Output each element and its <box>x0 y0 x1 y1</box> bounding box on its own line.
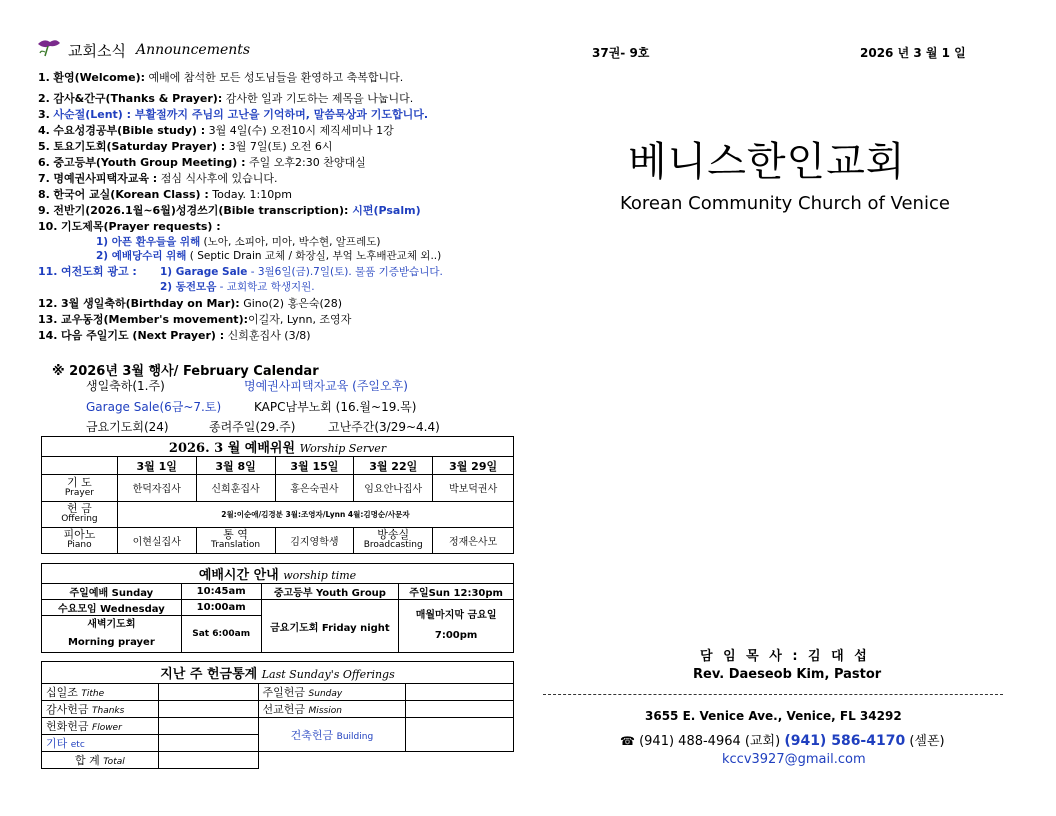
calendar-item: Garage Sale(6금~7.토) <box>86 400 222 414</box>
bulletin-date: 2026 년 3 월 1 일 <box>860 46 966 60</box>
row-label-broadcasting: 방송실 Broadcasting <box>354 527 433 553</box>
row-label-piano: 피아노 Piano <box>42 527 118 553</box>
table-title: 지난 주 헌금통계 Last Sunday's Offerings <box>42 662 514 684</box>
calendar-item: 종려주일(29.주) <box>209 420 296 434</box>
section-header <box>36 38 250 62</box>
table-cell: 정재은사모 <box>433 527 514 553</box>
announcement-item: 1. 환영(Welcome): 예배에 참석한 모든 성도님들을 환영하고 축복합니다. <box>38 71 404 84</box>
calendar-item: 고난주간(3/29~4.4) <box>328 420 440 434</box>
offering-label: 헌화헌금 Flower <box>42 718 159 735</box>
church-address: 3655 E. Venice Ave., Venice, FL 34292 <box>645 709 902 723</box>
table-cell: Sat 6:00am <box>181 616 261 653</box>
church-phone: (941) 488-4964 <box>639 734 741 749</box>
offerings-table <box>41 661 514 769</box>
table-cell <box>158 701 258 718</box>
table-cell <box>258 752 406 769</box>
offering-label: 십일조 Tithe <box>42 684 159 701</box>
phone-line: ☎ (941) 488-4964 (교회) (941) 586-4170 (셀폰) <box>620 733 945 749</box>
table-cell: 주일Sun 12:30pm <box>399 584 514 600</box>
table-cell <box>158 684 258 701</box>
table-cell: 주일예배 Sunday <box>42 584 182 600</box>
offering-label: 감사헌금 Thanks <box>42 701 159 718</box>
offering-label: 기타 etc <box>42 735 159 752</box>
date-header: 3월 22일 <box>354 457 433 475</box>
church-name-en: Korean Community Church of Venice <box>620 193 950 214</box>
table-cell <box>42 457 118 475</box>
table-cell: 10:00am <box>181 600 261 616</box>
announcement-item: 10. 기도제목(Prayer requests) : <box>38 220 221 233</box>
cell-phone: (941) 586-4170 <box>784 733 906 749</box>
calendar-item: 명예권사피택자교육 (주일오후) <box>244 379 408 393</box>
table-title: 2026. 3 월 예배위원 Worship Server <box>42 437 514 457</box>
table-cell: 수요모임 Wednesday <box>42 600 182 616</box>
announcement-item: 4. 수요성경공부(Bible study) : 3월 4일(수) 오전10시 제직세미나 1강 <box>38 124 394 137</box>
offering-label: 주일헌금 Sunday <box>258 684 406 701</box>
calendar-item: 생일축하(1.주) <box>86 379 165 393</box>
table-cell: 박보덕권사 <box>433 475 514 501</box>
date-header: 3월 1일 <box>117 457 196 475</box>
divider <box>543 694 1003 695</box>
volume-number: 37권- 9호 <box>592 46 650 60</box>
row-label-offering: 헌 금 Offering <box>42 501 118 527</box>
table-cell: 임요안나집사 <box>354 475 433 501</box>
offering-label: 선교헌금 Mission <box>258 701 406 718</box>
table-cell: 새벽기도회 Morning prayer <box>42 616 182 653</box>
calendar-item: KAPC남부노회 (16.월~19.목) <box>254 400 417 414</box>
section-title-kr: 교회소식 <box>68 41 126 60</box>
date-header: 3월 8일 <box>196 457 275 475</box>
table-cell: 중고등부 Youth Group <box>261 584 399 600</box>
table-cell <box>158 718 258 735</box>
table-title: 예배시간 안내 worship time <box>42 564 514 584</box>
announcement-item: 3. 사순절(Lent) : 부활절까지 주님의 고난을 기억하며, 말씀묵상과 기도합니다. <box>38 108 429 121</box>
table-cell: 신희훈집사 <box>196 475 275 501</box>
section-title-en: Announcements <box>135 42 251 58</box>
worship-time-table <box>41 563 514 653</box>
prayer-request-item: 2) 예배당수리 위해 ( Septic Drain 교체 / 화장실, 부엌 노후배관교체 외..) <box>96 250 442 262</box>
calendar-title: ※ 2026년 3월 행사/ February Calendar <box>52 364 319 379</box>
announcement-item: 14. 다음 주일기도 (Next Prayer) : 신희훈집사 (3/8) <box>38 329 311 342</box>
announcement-item: 12. 3월 생일축하(Birthday on Mar): Gino(2) 홍은숙(28) <box>38 297 343 310</box>
offering-label: 합 계 Total <box>42 752 159 769</box>
announcement-item: 2. 감사&간구(Thanks & Prayer): 감사한 일과 기도하는 제목을 나눕니다. <box>38 92 414 105</box>
womens-item: 2) 동전모음 - 교회학교 학생지원. <box>160 281 315 293</box>
announcement-item: 11. 여전도회 광고 : <box>38 265 137 278</box>
date-header: 3월 29일 <box>433 457 514 475</box>
table-cell <box>158 752 258 769</box>
prayer-request-item: 1) 아픈 환우들을 위해 (노아, 소피아, 미아, 박수현, 알프레도) <box>96 236 381 248</box>
table-cell: 김지영학생 <box>275 527 354 553</box>
table-cell <box>406 718 514 752</box>
table-cell: 한덕자집사 <box>117 475 196 501</box>
table-cell: 매월마지막 금요일 7:00pm <box>399 600 514 653</box>
womens-item: 1) Garage Sale - 3월6일(금).7일(토). 물품 기증받습니다. <box>160 266 443 278</box>
announcement-item: 7. 명예권사피택자교육 : 점심 식사후에 있습니다. <box>38 172 278 185</box>
announcement-item: 6. 중고등부(Youth Group Meeting) : 주일 오후2:30 찬양대실 <box>38 156 366 169</box>
pastor-name-kr: 담 임 목 사 : 김 대 섭 <box>700 649 870 664</box>
church-email[interactable]: kccv3927@gmail.com <box>722 752 866 767</box>
row-label-translation: 통 역 Translation <box>196 527 275 553</box>
table-cell <box>406 684 514 701</box>
date-header: 3월 15일 <box>275 457 354 475</box>
worship-server-table <box>41 436 514 554</box>
announcement-item: 8. 한국어 교실(Korean Class) : Today. 1:10pm <box>38 188 292 201</box>
table-cell: 이현실집사 <box>117 527 196 553</box>
table-cell: 홍은숙권사 <box>275 475 354 501</box>
table-cell <box>406 752 514 769</box>
offering-servers: 2월:이순애/김경분 3월:조영자/Lynn 4월:김명순/사문자 <box>117 501 513 527</box>
table-cell <box>158 735 258 752</box>
announcement-item: 9. 전반기(2026.1월~6월)성경쓰기(Bible transcription): 시편(Psalm) <box>38 204 421 217</box>
calendar-item: 금요기도회(24) <box>86 420 169 434</box>
table-cell: 10:45am <box>181 584 261 600</box>
flower-icon <box>36 38 62 62</box>
telephone-icon: ☎ <box>620 734 635 748</box>
table-cell <box>406 701 514 718</box>
pastor-name-en: Rev. Daeseob Kim, Pastor <box>693 667 882 682</box>
offering-label: 건축헌금 Building <box>258 718 406 752</box>
announcement-item: 13. 교우동정(Member's movement):이길자, Lynn, 조영자 <box>38 313 352 326</box>
table-cell: 금요기도회 Friday night <box>261 600 399 653</box>
row-label-prayer: 기 도 Prayer <box>42 475 118 501</box>
announcement-item: 5. 토요기도회(Saturday Prayer) : 3월 7일(토) 오전 6시 <box>38 140 333 153</box>
church-name-kr: 베니스한인교회 <box>628 139 906 185</box>
